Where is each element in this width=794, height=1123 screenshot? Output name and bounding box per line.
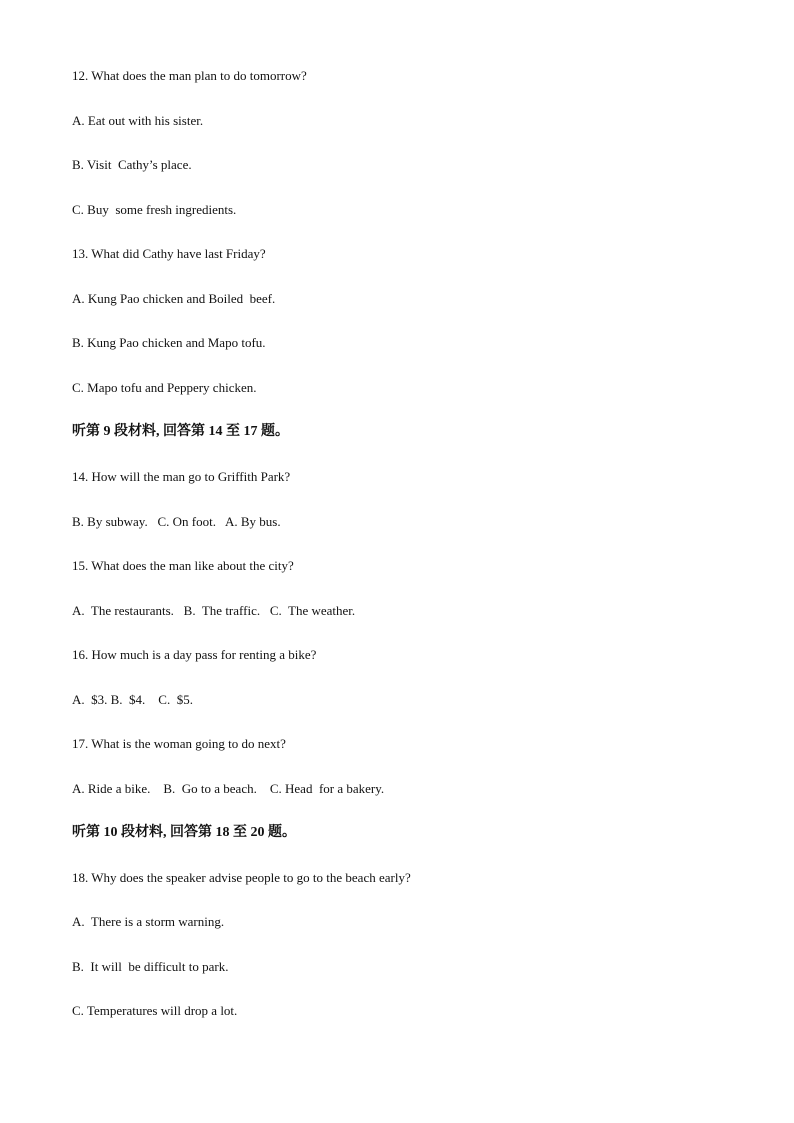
question-15: 15. What does the man like about the city?: [72, 558, 294, 573]
question-18: 18. Why does the speaker advise people to go to the beach early?: [72, 870, 411, 885]
section-heading-9: 听第 9 段材料, 回答第 14 至 17 题。: [72, 424, 289, 439]
option-18-b: B. It will be difficult to park.: [72, 959, 229, 974]
options-14: B. By subway. C. On foot. A. By bus.: [72, 514, 281, 529]
option-12-b: B. Visit Cathy’s place.: [72, 157, 192, 172]
question-14: 14. How will the man go to Griffith Park?: [72, 469, 291, 484]
question-12: 12. What does the man plan to do tomorrow?: [72, 68, 307, 83]
options-15: A. The restaurants. B. The traffic. C. The weather.: [72, 603, 356, 618]
option-18-a: A. There is a storm warning.: [72, 914, 225, 929]
options-17: A. Ride a bike. B. Go to a beach. C. Head for a bakery.: [72, 781, 385, 796]
options-16: A. $3. B. $4. C. $5.: [72, 692, 193, 707]
option-13-c: C. Mapo tofu and Peppery chicken.: [72, 380, 257, 395]
option-12-c: C. Buy some fresh ingredients.: [72, 202, 237, 217]
question-13: 13. What did Cathy have last Friday?: [72, 246, 266, 261]
section-heading-10: 听第 10 段材料, 回答第 18 至 20 题。: [72, 825, 296, 840]
option-13-a: A. Kung Pao chicken and Boiled beef.: [72, 291, 276, 306]
question-17: 17. What is the woman going to do next?: [72, 736, 286, 751]
option-12-a: A. Eat out with his sister.: [72, 113, 204, 128]
question-16: 16. How much is a day pass for renting a bike?: [72, 647, 317, 662]
option-18-c: C. Temperatures will drop a lot.: [72, 1003, 238, 1018]
option-13-b: B. Kung Pao chicken and Mapo tofu.: [72, 335, 266, 350]
